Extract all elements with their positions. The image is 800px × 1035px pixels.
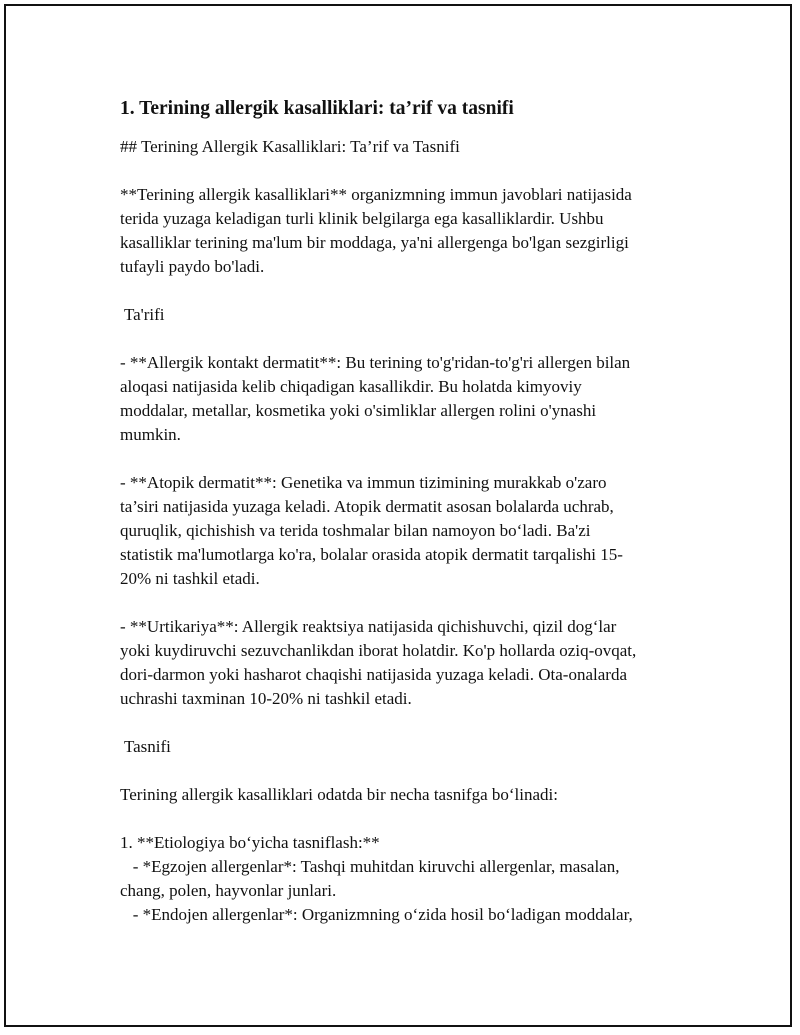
text-line: yoki kuydiruvchi sezuvchanlikdan iborat holatdir. Ko'p hollarda oziq-ovqat,: [120, 641, 637, 660]
blank-line: [120, 759, 700, 783]
document-text: [120, 135, 700, 927]
blank-line: [120, 807, 700, 831]
blank-line: [120, 711, 700, 735]
blank-line: [120, 591, 700, 615]
text-line: terida yuzaga keladigan turli klinik belgilarga ega kasalliklardir. Ushbu: [120, 209, 604, 228]
text-line: Tasnifi: [120, 737, 171, 756]
text-line: chang, polen, hayvonlar junlari.: [120, 881, 337, 900]
text-line: dori-darmon yoki hasharot chaqishi natijasida yuzaga keladi. Ota-onalarda: [120, 665, 627, 684]
text-line: kasalliklar terining ma'lum bir moddaga, ya'ni allergenga bo'lgan sezgirligi: [120, 233, 629, 252]
blank-line: [120, 447, 700, 471]
text-line: **Terining allergik kasalliklari** organizmning immun javoblari natijasida: [120, 185, 632, 204]
text-line: ta’siri natijasida yuzaga keladi. Atopik dermatit asosan bolalarda uchrab,: [120, 497, 614, 516]
text-line: 20% ni tashkil etadi.: [120, 569, 260, 588]
text-line: 1. **Etiologiya bo‘yicha tasniflash:**: [120, 833, 380, 852]
text-line: mumkin.: [120, 425, 181, 444]
text-line: statistik ma'lumotlarga ko'ra, bolalar orasida atopik dermatit tarqalishi 15-: [120, 545, 623, 564]
text-line: - *Endojen allergenlar*: Organizmning o‘zida hosil bo‘ladigan moddalar,: [120, 905, 633, 924]
text-line: ## Terining Allergik Kasalliklari: Ta’rif va Tasnifi: [120, 137, 460, 156]
text-line: - **Atopik dermatit**: Genetika va immun tizimining murakkab o'zaro: [120, 473, 607, 492]
section-heading: 1. Terining allergik kasalliklari: ta’rif va tasnifi: [120, 98, 514, 119]
text-line: - **Allergik kontakt dermatit**: Bu terining to'g'ridan-to'g'ri allergen bilan: [120, 353, 631, 372]
text-line: - **Urtikariya**: Allergik reaktsiya natijasida qichishuvchi, qizil dog‘lar: [120, 617, 617, 636]
text-line: aloqasi natijasida kelib chiqadigan kasallikdir. Bu holatda kimyoviy: [120, 377, 582, 396]
blank-line: [120, 279, 700, 303]
text-line: - *Egzojen allergenlar*: Tashqi muhitdan kiruvchi allergenlar, masalan,: [120, 857, 620, 876]
document-body: [120, 96, 700, 927]
text-line: Ta'rifi: [120, 305, 165, 324]
document-page: [4, 4, 792, 1027]
text-line: uchrashi taxminan 10-20% ni tashkil etadi.: [120, 689, 412, 708]
blank-line: [120, 159, 700, 183]
text-line: Terining allergik kasalliklari odatda bir necha tasnifga bo‘linadi:: [120, 785, 558, 804]
text-line: moddalar, metallar, kosmetika yoki o'simliklar allergen rolini o'ynashi: [120, 401, 597, 420]
text-line: tufayli paydo bo'ladi.: [120, 257, 265, 276]
blank-line: [120, 327, 700, 351]
text-line: quruqlik, qichishish va terida toshmalar bilan namoyon bo‘ladi. Ba'zi: [120, 521, 591, 540]
